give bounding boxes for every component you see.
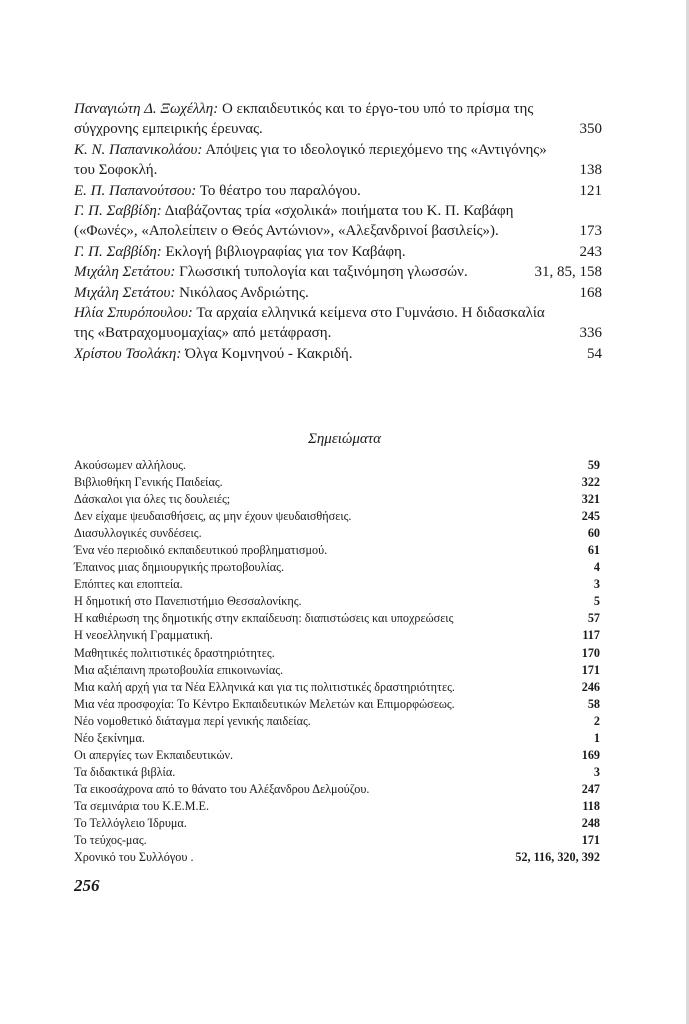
note-title: Νέο ξεκίνημα. xyxy=(74,730,145,745)
note-title: Ακούσωμεν αλλήλους. xyxy=(74,458,186,472)
article-author: Γ. Π. Σαββίδη: xyxy=(74,203,162,220)
note-title: Έπαινος μιας δημιουργικής πρωτοβουλίας. xyxy=(74,560,285,575)
note-page: 57 xyxy=(587,611,600,626)
note-entry xyxy=(74,730,600,747)
note-page: 321 xyxy=(581,492,600,507)
note-entry xyxy=(74,508,600,525)
article-author: Κ. Ν. Παπανικολάου: xyxy=(74,141,203,158)
note-title: Χρονικό του Συλλόγου . xyxy=(74,850,194,865)
article-index xyxy=(74,99,602,364)
note-title: Τα διδακτικά βιβλία. xyxy=(74,764,176,779)
note-entry xyxy=(74,798,600,815)
note-page: 1 xyxy=(593,730,600,745)
article-entry xyxy=(74,181,602,201)
article-entry xyxy=(74,303,602,344)
article-author: Ε. Π. Παπανούτσου: xyxy=(74,182,197,199)
article-text xyxy=(74,303,556,344)
note-title: Μια αξιέπαινη πρωτοβουλία επικοινωνίας. xyxy=(74,662,284,677)
article-text xyxy=(74,283,556,303)
article-author: Ηλία Σπυρόπουλου: xyxy=(74,305,193,322)
article-text xyxy=(74,242,556,262)
article-page: 54 xyxy=(587,345,602,362)
note-page: 3 xyxy=(593,764,600,779)
article-page: 243 xyxy=(579,243,602,260)
note-page: 169 xyxy=(581,747,600,762)
note-title: Νέο νομοθετικό διάταγμα περί γενικής παιδείας. xyxy=(74,713,311,728)
note-entry xyxy=(74,747,600,764)
note-page: 246 xyxy=(581,679,600,694)
note-entry xyxy=(74,764,600,781)
article-entry xyxy=(74,344,602,364)
note-entry xyxy=(74,542,600,559)
article-author: Μιχάλη Σετάτου: xyxy=(74,284,176,301)
note-title: Διασυλλογικές συνδέσεις. xyxy=(74,526,202,541)
note-page: 248 xyxy=(581,815,600,830)
article-page: 121 xyxy=(579,182,602,199)
article-title: Διαβάζοντας τρία «σχολικά» ποιήματα του Κ. Π. Καβάφη («Φωνές», «Απολείπειν ο Θεός Αντώνιον», «Αλεξανδρινοί βασιλείς»). xyxy=(74,203,514,240)
article-author: Μιχάλη Σετάτου: xyxy=(74,264,176,281)
note-title: Βιβλιοθήκη Γενικής Παιδείας. xyxy=(74,475,223,490)
note-title: Μια καλή αρχή για τα Νέα Ελληνικά και για τις πολιτιστικές δραστηριότητες. xyxy=(74,679,455,694)
note-title: Μια νέα προσφοχία: Το Κέντρο Εκπαιδευτικών Μελετών και Επιμορφώσεως. xyxy=(74,696,455,711)
note-page: 61 xyxy=(587,543,600,558)
article-page: 336 xyxy=(579,325,602,342)
article-text xyxy=(74,262,529,282)
article-entry xyxy=(74,283,602,303)
note-page: 170 xyxy=(581,645,600,660)
note-page: 2 xyxy=(593,713,600,728)
note-title: Επόπτες και εποπτεία. xyxy=(74,577,183,592)
note-entry xyxy=(74,576,600,593)
note-page: 118 xyxy=(582,798,600,813)
article-text xyxy=(74,344,556,364)
note-title: Η νεοελληνική Γραμματική. xyxy=(74,628,213,643)
article-page: 31, 85, 158 xyxy=(534,264,602,281)
article-page: 138 xyxy=(579,162,602,179)
note-title: Η δημοτική στο Πανεπιστήμιο Θεσσαλονίκης. xyxy=(74,594,302,609)
note-page: 59 xyxy=(587,458,600,472)
note-entry xyxy=(74,679,600,696)
article-author: Παναγιώτη Δ. Ξωχέλλη: xyxy=(74,101,219,117)
note-page: 245 xyxy=(581,509,600,524)
note-title: Οι απεργίες των Εκπαιδευτικών. xyxy=(74,747,234,762)
article-title: Όλγα Κομνηνού - Κακριδή. xyxy=(185,345,353,362)
note-title: Μαθητικές πολιτιστικές δραστηριότητες. xyxy=(74,645,275,660)
article-text xyxy=(74,181,556,201)
note-entry xyxy=(74,645,600,662)
article-title: Απόψεις για το ιδεολογικό περιεχόμενο της «Αντιγόνης» του Σοφοκλή. xyxy=(74,141,547,179)
note-title: Τα σεμινάρια του Κ.Ε.Μ.Ε. xyxy=(74,798,210,813)
article-title: Εκλογή βιβλιογραφίας για τον Καβάφη. xyxy=(165,243,406,260)
note-entry xyxy=(74,662,600,679)
article-entry xyxy=(74,140,602,181)
article-author: Γ. Π. Σαββίδη: xyxy=(74,243,162,260)
article-text xyxy=(74,99,556,140)
page-number: 256 xyxy=(74,876,100,895)
note-page: 171 xyxy=(581,833,600,848)
section-title: Σημειώματα xyxy=(307,431,382,447)
article-title: Το θέατρο του παραλόγου. xyxy=(199,182,361,199)
note-entry xyxy=(74,696,600,713)
note-page: 322 xyxy=(581,475,600,490)
note-entry xyxy=(74,781,600,798)
note-entry xyxy=(74,593,600,610)
note-page: 60 xyxy=(587,526,600,541)
note-entry xyxy=(74,474,600,491)
note-entry xyxy=(74,815,600,832)
note-title: Η καθιέρωση της δημοτικής στην εκπαίδευση: διαπιστώσεις και υποχρεώσεις xyxy=(74,611,454,626)
note-entry xyxy=(74,627,600,644)
note-entry xyxy=(74,713,600,730)
note-title: Τα εικοσάχρονα από το θάνατο του Αλέξανδρου Δελμούζου. xyxy=(74,781,370,796)
note-title: Δάσκαλοι για όλες τις δουλειές; xyxy=(74,492,231,507)
note-entry xyxy=(74,849,600,866)
note-page: 247 xyxy=(581,781,600,796)
note-page: 171 xyxy=(581,662,600,677)
note-entry xyxy=(74,457,600,474)
note-title: Το τεύχος-μας. xyxy=(74,833,147,848)
note-entry xyxy=(74,610,600,627)
article-title: Τα αρχαία ελληνικά κείμενα στο Γυμνάσιο. Η διδασκαλία της «Βατραχομυομαχίας» από μετάφραση. xyxy=(74,305,545,342)
article-page: 168 xyxy=(579,284,602,301)
note-entry xyxy=(74,491,600,508)
article-entry xyxy=(74,201,602,242)
article-text xyxy=(74,140,556,181)
note-title: Δεν είχαμε ψευδαισθήσεις, ας μην έχουν ψευδαισθήσεις. xyxy=(74,509,352,524)
article-page: 350 xyxy=(579,121,602,138)
note-title: Το Τελλόγλειο Ίδρυμα. xyxy=(74,815,187,830)
note-title: Ένα νέο περιοδικό εκπαιδευτικού προβληματισμού. xyxy=(74,543,328,558)
article-page: 173 xyxy=(579,223,602,240)
note-page: 4 xyxy=(593,560,600,575)
note-entry xyxy=(74,525,600,542)
article-entry xyxy=(74,99,602,140)
article-text xyxy=(74,201,556,242)
article-title: Γλωσσική τυπολογία και ταξινόμηση γλωσσών. xyxy=(179,264,468,281)
note-page: 58 xyxy=(587,696,600,711)
article-entry xyxy=(74,242,602,262)
note-page: 3 xyxy=(593,577,600,592)
notes-index xyxy=(74,457,600,866)
note-page: 52, 116, 320, 392 xyxy=(515,850,600,865)
article-title: Ο εκπαιδευτικός και το έργο-του υπό το πρίσμα της σύγχρονης εμπειρικής έρευνας. xyxy=(74,101,534,138)
note-entry xyxy=(74,559,600,576)
note-page: 117 xyxy=(582,628,600,643)
article-author: Χρίστου Τσολάκη: xyxy=(74,345,182,362)
article-title: Νικόλαος Ανδριώτης. xyxy=(179,284,309,301)
note-page: 5 xyxy=(593,594,600,609)
note-entry xyxy=(74,832,600,849)
article-entry xyxy=(74,262,602,282)
